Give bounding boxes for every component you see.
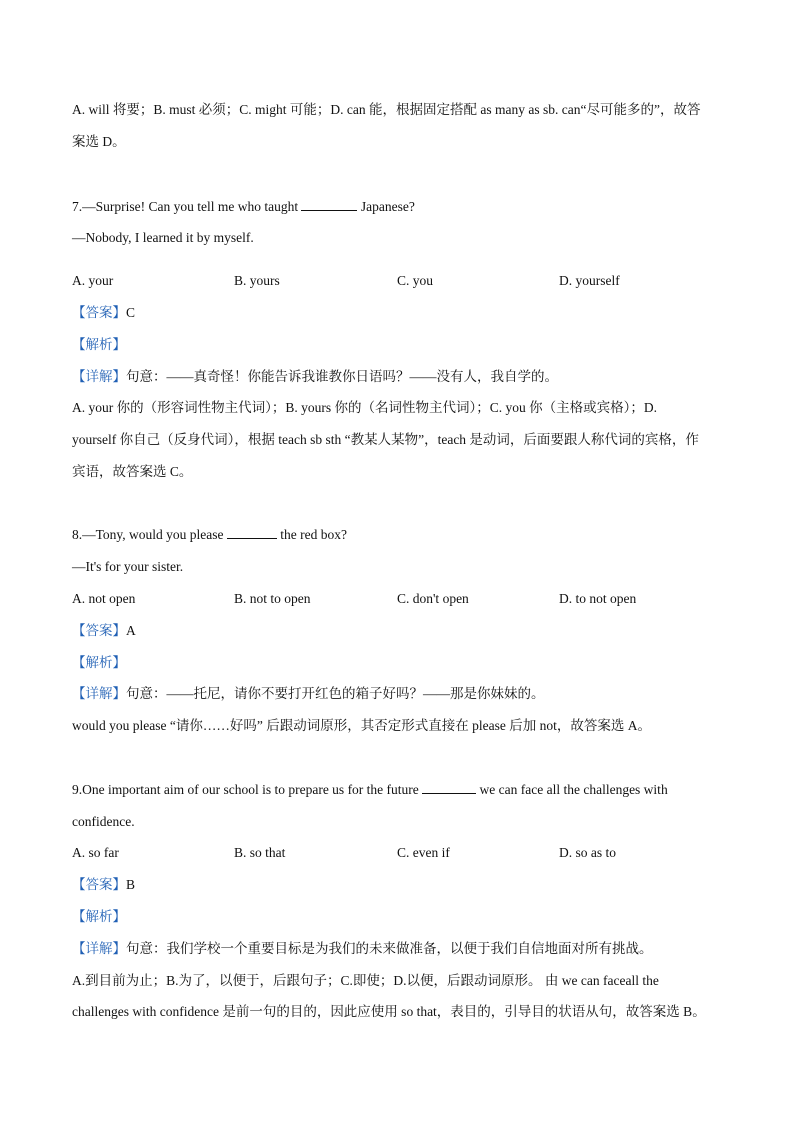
q8-option-b: B. not to open: [234, 591, 311, 606]
q7-blank: [301, 198, 357, 211]
q9-option-c: C. even if: [397, 845, 450, 860]
q7-detail-line-3: yourself 你自己（反身代词），根据 teach sb sth “教某人某物”，teach 是动词，后面要跟人称代词的宾格，作: [72, 432, 699, 447]
q8-answer-tag: 【答案】: [72, 623, 126, 638]
q8-stem-pre: 8.—Tony, would you please: [72, 527, 224, 542]
q9-analysis-tag: 【解析】: [72, 909, 126, 924]
q7-stem-post: Japanese?: [360, 199, 415, 214]
q8-detail-text-1: 句意：——托尼，请你不要打开红色的箱子好吗？——那是你妹妹的。: [126, 686, 545, 701]
q9-detail-line-2: A.到目前为止；B.为了，以便于，后跟句子；C.即使；D.以便，后跟动词原形。 由 we can faceall the: [72, 973, 659, 988]
q7-option-a: A. your: [72, 273, 114, 288]
q9-stem-continuation: confidence.: [72, 814, 135, 829]
q8-blank: [227, 526, 277, 539]
q7-detail-tag: 【详解】: [72, 369, 126, 384]
q8-detail-line-2: would you please “请你……好吗” 后跟动词原形，其否定形式直接在 please 后加 not，故答案选 A。: [72, 718, 651, 733]
q7-stem-pre: 7.—Surprise! Can you tell me who taught: [72, 199, 299, 214]
q9-stem-pre: 9.One important aim of our school is to prepare us for the future: [72, 782, 419, 797]
q8-reply: —It's for your sister.: [72, 559, 184, 574]
q7-detail-text-1: 句意：——真奇怪！你能告诉我谁教你日语吗？——没有人，我自学的。: [126, 369, 558, 384]
q8-detail-line-1: [72, 685, 545, 703]
q7-option-d: D. yourself: [559, 273, 620, 288]
q7-detail-line-4: 宾语，故答案选 C。: [72, 464, 193, 479]
q9-answer-value: B: [126, 877, 136, 892]
q9-blank: [422, 781, 476, 794]
q7-answer: [72, 304, 135, 322]
q8-detail-tag: 【详解】: [72, 686, 126, 701]
q9-option-b: B. so that: [234, 845, 286, 860]
q9-detail-line-3: challenges with confidence 是前一句的目的，因此应使用 so that，表目的，引导目的状语从句，故答案选 B。: [72, 1004, 706, 1019]
q9-stem-post: we can face all the challenges with: [479, 782, 668, 797]
q8-answer-value: A: [126, 623, 136, 638]
q8-answer: [72, 622, 136, 640]
q8-stem-post: the red box?: [280, 527, 348, 542]
q9-detail-tag: 【详解】: [72, 941, 126, 956]
q9-answer-tag: 【答案】: [72, 877, 126, 892]
q9-option-d: D. so as to: [559, 845, 616, 860]
q7-answer-value: C: [126, 305, 136, 320]
q7-detail-line-1: [72, 368, 558, 386]
q8-option-c: C. don't open: [397, 591, 469, 606]
q9-answer: [72, 876, 135, 894]
q9-stem: [72, 781, 668, 799]
q8-stem: [72, 526, 347, 544]
q9-option-a: A. so far: [72, 845, 119, 860]
q6-analysis-line-2: 案选 D。: [72, 134, 126, 149]
q6-analysis-line-1: A. will 将要；B. must 必须；C. might 可能；D. can 能，根据固定搭配 as many as sb. can“尽可能多的”，故答: [72, 102, 701, 117]
q7-option-b: B. yours: [234, 273, 280, 288]
q7-option-c: C. you: [397, 273, 434, 288]
q8-option-d: D. to not open: [559, 591, 637, 606]
q7-answer-tag: 【答案】: [72, 305, 126, 320]
q8-option-a: A. not open: [72, 591, 136, 606]
q8-analysis-tag: 【解析】: [72, 655, 126, 670]
q7-detail-line-2: A. your 你的（形容词性物主代词）；B. yours 你的（名词性物主代词）；C. you 你（主格或宾格）；D.: [72, 400, 658, 415]
q7-reply: —Nobody, I learned it by myself.: [72, 230, 254, 245]
q9-detail-line-1: [72, 940, 653, 958]
q7-stem: [72, 198, 415, 216]
q9-detail-text-1: 句意：我们学校一个重要目标是为我们的未来做准备，以便于我们自信地面对所有挑战。: [126, 941, 653, 956]
q7-analysis-tag: 【解析】: [72, 337, 126, 352]
